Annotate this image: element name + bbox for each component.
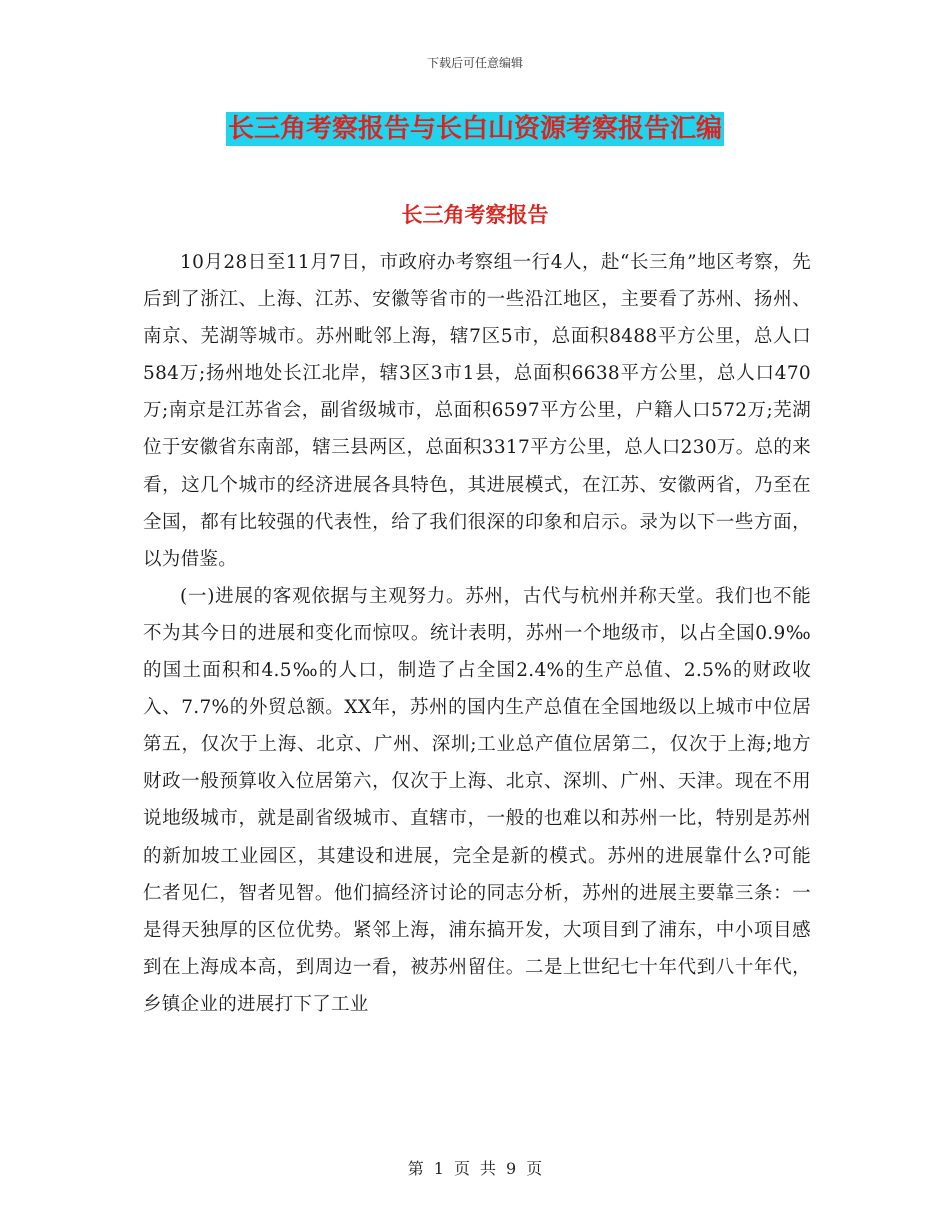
document-main-title: 长三角考察报告与长白山资源考察报告汇编	[227, 114, 722, 144]
footer-label-total-unit: 页	[526, 1159, 543, 1178]
footer-label-page-unit: 页	[453, 1159, 470, 1178]
footer-label-page: 第	[407, 1159, 424, 1178]
main-title-container	[0, 112, 950, 146]
document-body	[143, 244, 811, 1023]
page-header-note: 下载后可任意编辑	[426, 56, 523, 70]
footer-current-page: 1	[433, 1159, 444, 1178]
page-footer	[0, 1156, 950, 1179]
footer-label-total: 共	[480, 1159, 497, 1178]
section-title: 长三角考察报告	[401, 202, 549, 227]
footer-total-pages: 9	[506, 1159, 517, 1178]
body-paragraph: (一)进展的客观依据与主观努力。苏州，古代与杭州并称天堂。我们也不能不为其今日的进展和变化而惊叹。统计表明，苏州一个地级市，以占全国0.9‰的国土面积和4.5‰的人口，制造了占全国2.4%的生产总值、2.5%的财政收入、7.7%的外贸总额。XX年，苏州的国内生产总值在全国地级以上城市中位居第五，仅次于上海、北京、广州、深圳;工业总产值位居第二，仅次于上海;地方财政一般预算收入位居第六，仅次于上海、北京、深圳、广州、天津。现在不用说地级城市，就是副省级城市、直辖市，一般的也难以和苏州一比，特别是苏州的新加坡工业园区，其建设和进展，完全是新的模式。苏州的进展靠什么?可能仁者见仁，智者见智。他们搞经济讨论的同志分析，苏州的进展主要靠三条：一是得天独厚的区位优势。紧邻上海，浦东搞开发，大项目到了浦东，中小项目感到在上海成本高，到周边一看，被苏州留住。二是上世纪七十年代到八十年代，乡镇企业的进展打下了工业	[143, 585, 811, 1015]
body-paragraph: 10月28日至11月7日，市政府办考察组一行4人，赴“长三角”地区考察，先后到了浙江、上海、江苏、安徽等省市的一些沿江地区，主要看了苏州、扬州、南京、芜湖等城市。苏州毗邻上海，辖7区5市，总面积8488平方公里，总人口584万;扬州地处长江北岸，辖3区3市1县，总面积6638平方公里，总人口470万;南京是江苏省会，副省级城市，总面积6597平方公里，户籍人口572万;芜湖位于安徽省东南部，辖三县两区，总面积3317平方公里，总人口230万。总的来看，这几个城市的经济进展各具特色，其进展模式，在江苏、安徽两省，乃至在全国，都有比较强的代表性，给了我们很深的印象和启示。录为以下一些方面，以为借鉴。	[143, 252, 811, 570]
